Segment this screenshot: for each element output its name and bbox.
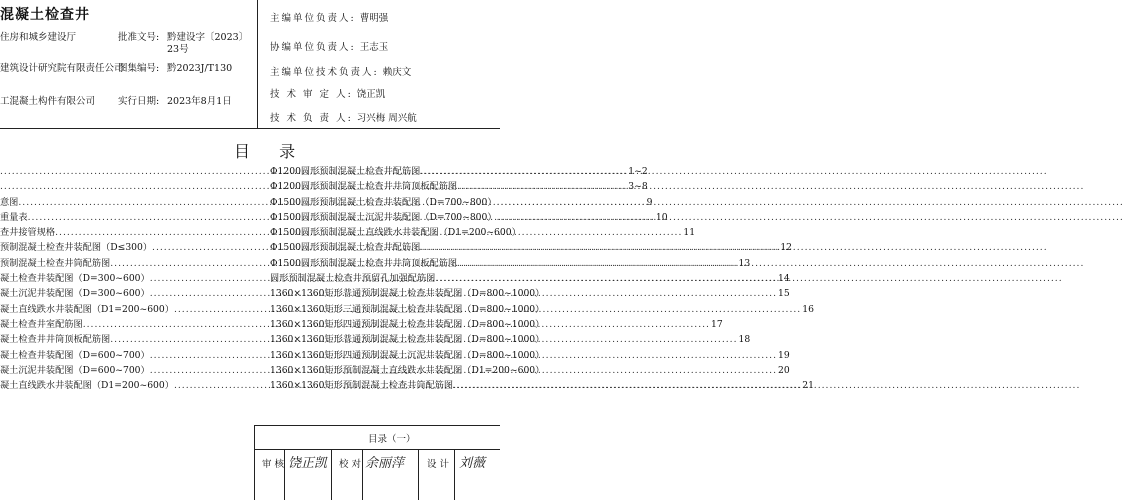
approval-value-2: 23号 xyxy=(167,44,189,55)
design-signature: 刘薇 xyxy=(459,456,486,471)
toc-entry[interactable]: Φ1200圆形预制混凝土检查井配筋图 ..... xyxy=(270,164,500,179)
toc-entry[interactable]: 凝土检查井装配图（D=300~600） ..... 14 xyxy=(0,271,243,286)
footer-col-rule xyxy=(331,449,332,500)
approval-value-1: 黔建设字〔2023〕 xyxy=(167,32,249,43)
toc-entry[interactable]: Φ1500圆形预制混凝土检查井配筋图 ..... xyxy=(270,240,500,255)
toc-entry[interactable]: 查井接管规格 ..... 11 xyxy=(0,225,243,240)
tech-responsible: 技 术 负 责 人: 习兴梅 周兴航 xyxy=(270,113,417,124)
check-label: 校 对 xyxy=(339,459,362,470)
tech-approver: 技 术 审 定 人: 饶正凯 xyxy=(270,89,386,100)
toc-entry[interactable]: 凝土沉泥井装配图（D=600~700） ..... 20 xyxy=(0,363,243,378)
toc-entry[interactable]: 1360×1360矩形四通预制混凝土检查井装配图（D=800~1000） xyxy=(270,318,545,330)
footer-col-rule xyxy=(362,449,363,500)
toc-entry[interactable]: 预制混凝土检查井装配图（D≤300） ..... 12 xyxy=(0,240,243,255)
org-3: 工混凝土构件有限公司 xyxy=(0,96,96,107)
footer-col-rule xyxy=(454,449,455,500)
toc-entry[interactable]: 圆形预制混凝土检查井预留孔加强配筋图 ..... xyxy=(270,271,500,286)
toc-entry[interactable]: 意图 ..... 9 xyxy=(0,195,243,210)
atlas-title: 混凝土检查井 xyxy=(0,7,90,23)
footer-top-rule xyxy=(254,425,500,426)
footer-mid-rule xyxy=(254,449,500,450)
design-label: 设 计 xyxy=(427,459,450,470)
header-bottom-rule xyxy=(0,128,500,129)
toc-entry[interactable]: 1360×1360矩形预制混凝土直线跌水井装配图（D1=200~600） xyxy=(270,364,545,376)
toc-entry[interactable]: ..... 3~8 xyxy=(0,179,243,194)
org-1: 住房和城乡建设厅 xyxy=(0,32,77,43)
toc-right-column xyxy=(270,164,545,393)
toc-title: 目 录 xyxy=(234,142,308,161)
toc-entry[interactable]: 1360×1360矩形三通预制混凝土检查井装配图（D=800~1000） xyxy=(270,303,545,315)
footer-left-rule xyxy=(254,425,255,500)
assist-unit-person: 协编单位负责人: 王志玉 xyxy=(270,42,389,53)
toc-entry[interactable]: 凝土检查井井筒顶板配筋图 ..... 18 xyxy=(0,332,243,347)
toc-entry[interactable]: 凝土检查井装配图（D=600~700） ..... 19 xyxy=(0,348,243,363)
toc-entry[interactable]: 凝土沉泥井装配图（D=300~600） ..... 15 xyxy=(0,286,243,301)
toc-entry[interactable]: Φ1500圆形预制混凝土检查井装配图（D=700~800） ..... xyxy=(270,195,500,210)
review-label: 审 核 xyxy=(262,459,285,470)
effective-date-value: 2023年8月1日 xyxy=(167,96,232,107)
toc-entry[interactable]: Φ1500圆形预制混凝土沉泥井装配图（D=700~800） ..... xyxy=(270,210,500,225)
sheet-name: 目录（一） xyxy=(368,434,416,445)
toc-entry[interactable]: Φ1500圆形预制混凝土检查井井筒顶板配筋图 ..... xyxy=(270,256,500,271)
toc-entry[interactable]: 重量表 ..... 10 xyxy=(0,210,243,225)
atlas-number-value: 黔2023J/T130 xyxy=(167,63,233,74)
check-signature: 余丽萍 xyxy=(365,456,405,471)
toc-entry[interactable]: Φ1500圆形预制混凝土直线跌水井装配图（D1=200~600） xyxy=(270,227,521,239)
toc-entry[interactable]: 1360×1360矩形四通预制混凝土沉泥井装配图（D=800~1000） xyxy=(270,349,545,361)
toc-entry[interactable]: 1360×1360矩形预制混凝土检查井筒配筋图 ..... xyxy=(270,378,500,393)
toc-entry[interactable]: 1360×1360矩形普通预制混凝土检查井装配图（D=800~1000） xyxy=(270,288,545,300)
org-2: 建筑设计研究院有限责任公司 xyxy=(0,63,124,74)
chief-tech-person: 主编单位技术负责人: 赖庆文 xyxy=(270,67,412,78)
footer-col-rule xyxy=(284,449,285,500)
toc-entry[interactable]: Φ1200圆形预制混凝土检查井井筒顶板配筋图 ..... xyxy=(270,179,500,194)
effective-date-label: 实行日期: xyxy=(118,96,160,107)
atlas-number-label: 图集编号: xyxy=(118,63,160,74)
toc-entry[interactable]: ..... 1~2 xyxy=(0,164,243,179)
toc-entry[interactable]: 预制混凝土检查井筒配筋图 ..... 13 xyxy=(0,256,243,271)
toc-entry[interactable]: 凝土直线跌水井装配图（D1=200~600） ..... 16 xyxy=(0,302,243,317)
review-signature: 饶正凯 xyxy=(288,456,328,471)
toc-entry[interactable]: 凝土检查井室配筋图 ..... 17 xyxy=(0,317,243,332)
toc-entry[interactable]: 凝土直线跌水井装配图（D1=200~600） ..... 21 xyxy=(0,378,243,393)
approval-label: 批准文号: xyxy=(118,32,160,43)
toc-entry[interactable]: 1360×1360矩形普通预制混凝土检查井装配图（D=800~1000） xyxy=(270,334,545,346)
chief-unit-person: 主编单位负责人: 曹明强 xyxy=(270,13,389,24)
footer-col-rule xyxy=(418,449,419,500)
header-divider xyxy=(257,0,258,128)
